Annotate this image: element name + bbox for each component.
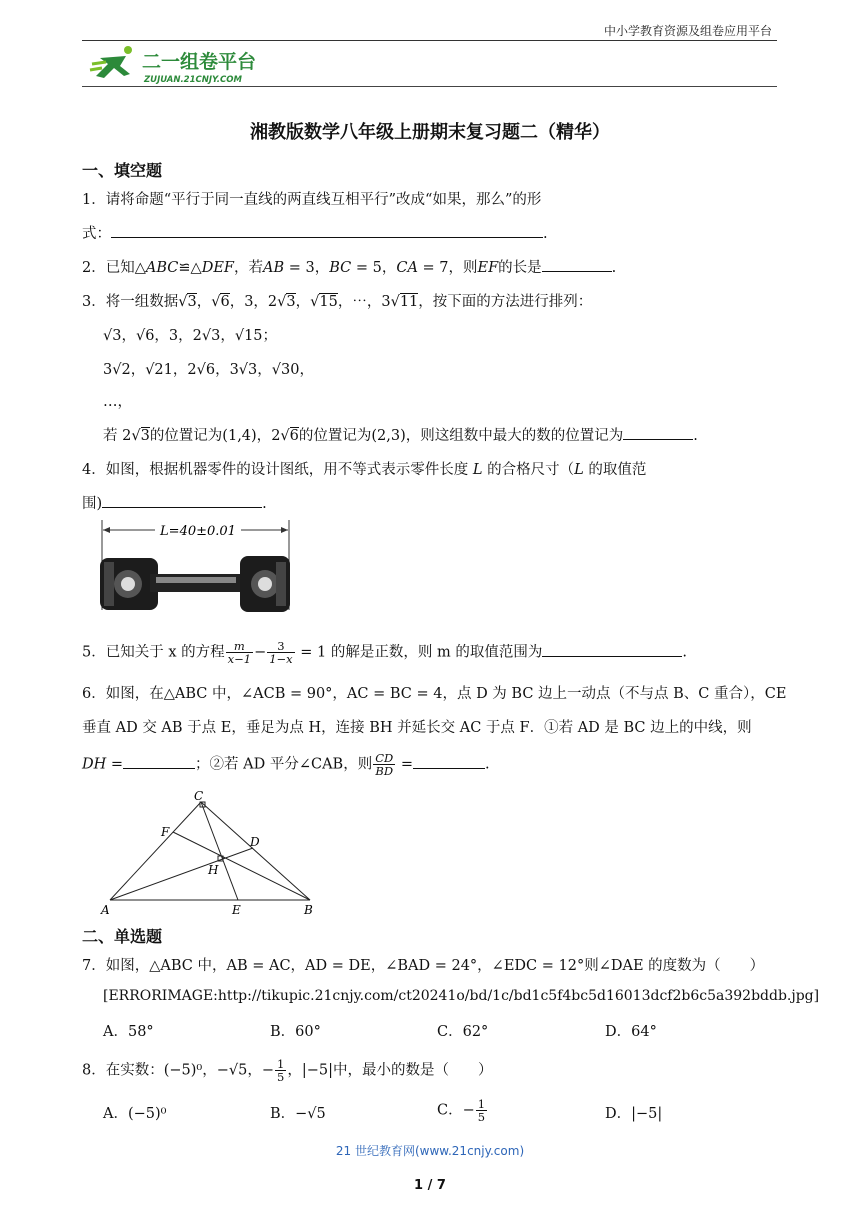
q2-t3: ，若 (233, 260, 263, 276)
q7-error-image: [ERRORIMAGE:http://tikupic.21cnjy.com/ct20241o/bd/1c/bd1c5f4bc5d16013dcf2b6c5a392bddb.jpg] (103, 988, 820, 1004)
logo-cn: 二一组卷平台 (142, 51, 257, 73)
q8-t2: ，|−5|中，最小的数是（ ） (287, 1062, 493, 1079)
q8-optc-text: C．− (437, 1102, 475, 1119)
q6-line1: 6．如图，在△ABC 中，∠ACB = 90°，AC = BC = 4，点 D 为 BC 边上一动点（不与点 B、C 重合），CE (82, 686, 787, 702)
q7-option-d[interactable]: D．64° (605, 1024, 657, 1040)
q8-option-a[interactable]: A．(−5)⁰ (103, 1106, 167, 1122)
q2-abc: ABC (145, 260, 179, 276)
document-title: 湘教版数学八年级上册期末复习题二（精华） (250, 122, 610, 143)
q5-line (82, 640, 687, 665)
q6-end: . (485, 756, 490, 773)
q5-end: . (682, 644, 687, 661)
q5-frac2: $\frac{3}{1-x}$ (269, 639, 293, 666)
q2-line (82, 256, 616, 277)
q6-t3: = (396, 756, 414, 773)
label-C: C (194, 789, 204, 803)
q3-t1: 3．将一组数据 (82, 294, 179, 310)
header-bottom-rule (82, 86, 777, 87)
q4-part-figure (100, 520, 292, 622)
q2-def: DEF (201, 260, 234, 276)
logo (86, 44, 276, 86)
label-A: A (101, 903, 110, 917)
q3-t3: 若 (103, 428, 118, 444)
q6-triangle-figure (98, 788, 324, 918)
q4-L: L (472, 462, 483, 478)
q5-frac1: $\frac{m}{x-1}$ (227, 639, 252, 666)
q2-t7: 的长是 (498, 260, 542, 276)
q2-bc: BC (329, 260, 352, 276)
q4-t2: 的合格尺寸（ (487, 462, 575, 478)
q8-line1 (82, 1058, 492, 1083)
q2-ab: AB (262, 260, 285, 276)
q8-optc-frac: $\frac{1}{5}$ (477, 1097, 486, 1124)
q2-t2: ≌△ (178, 260, 202, 276)
q6-blank1[interactable] (123, 754, 195, 769)
q5-t2: = 1 的解是正数，则 m 的取值范围为 (295, 644, 543, 661)
q7-line1: 7．如图，△ABC 中，AB = AC，AD = DE，∠BAD = 24°，∠EDC = 12°则∠DAE 的度数为（ ） (82, 958, 765, 974)
q4-end: . (262, 496, 267, 512)
q2-t6: = 7，则 (417, 260, 478, 276)
q2-ca: CA (396, 260, 418, 276)
q3-answer-blank[interactable] (623, 425, 693, 440)
q7-option-c[interactable]: C．62° (437, 1024, 489, 1040)
q3-row1: √3，√6，3，2√3，√15； (103, 328, 278, 344)
q4-t3: 的取值范 (588, 462, 647, 478)
q2-answer-blank[interactable] (542, 257, 612, 272)
q7-option-b[interactable]: B．60° (270, 1024, 321, 1040)
q8-option-c[interactable] (437, 1098, 488, 1123)
label-E: E (232, 903, 241, 917)
q3-line1: 3．将一组数据√3，√6，3，2√3，√15，⋯，3√11，按下面的方法进行排列： (82, 294, 593, 310)
runner-icon (86, 44, 276, 86)
q8-option-b[interactable]: B．−√5 (270, 1106, 326, 1122)
q2-t1: 2．已知△ (82, 260, 146, 276)
q8-option-d[interactable]: D．|−5| (605, 1106, 663, 1122)
q4-answer-blank[interactable] (102, 493, 262, 508)
label-H: H (208, 863, 219, 877)
label-D: D (250, 835, 260, 849)
q8-frac: $\frac{1}{5}$ (277, 1057, 285, 1084)
q6-t1: DH = (82, 756, 124, 773)
q2-t5: = 5， (351, 260, 397, 276)
q6-blank2[interactable] (413, 754, 485, 769)
q3-row3: …， (103, 394, 132, 410)
q6-t2: ；②若 AD 平分∠CAB，则 (195, 756, 373, 773)
q5-t1: 5．已知关于 x 的方程 (82, 644, 225, 661)
q4-line1 (82, 458, 646, 479)
q1-line1: 1．请将命题“平行于同一直线的两直线互相平行”改成“如果，那么”的形 (82, 192, 542, 208)
q4-t4: 围) (82, 496, 103, 512)
q2-t4: = 3， (284, 260, 330, 276)
q5-minus: − (254, 644, 267, 661)
q3-last: 若 2√3的位置记为(1,4)，2√6的位置记为(2,3)，则这组数中最大的数的位置记为 . (103, 424, 698, 445)
q4-line2 (82, 492, 267, 513)
footer-link[interactable]: 21 世纪教育网(www.21cnjy.com) (335, 1144, 525, 1158)
q8-t1: 8．在实数：(−5)⁰，−√5，− (82, 1062, 274, 1079)
q1-line2 (82, 222, 548, 243)
q6-line3 (82, 752, 490, 777)
section-single-choice: 二、单选题 (82, 927, 163, 946)
q7-option-a[interactable]: A．58° (103, 1024, 154, 1040)
q3-t2: ，按下面的方法进行排列： (418, 294, 593, 310)
q1-prefix: 式： (82, 226, 111, 242)
q4-fig-label: L=40±0.01 (160, 524, 236, 539)
header-top-rule (82, 40, 777, 41)
site-name: 中小学教育资源及组卷应用平台 (603, 24, 772, 38)
q6-frac: $\frac{CD}{BD}$ (375, 751, 394, 778)
q4-L2: L (574, 462, 584, 478)
q1-end: . (543, 226, 548, 242)
q3-row2: 3√2，√21，2√6，3√3，√30， (103, 362, 314, 378)
section-fill-in: 一、填空题 (82, 161, 163, 180)
q3-t4: 的位置记为(1,4)， (149, 428, 272, 444)
q4-t1: 4．如图，根据机器零件的设计图纸，用不等式表示零件长度 (82, 462, 469, 478)
label-F: F (161, 825, 170, 839)
q2-ef: EF (477, 260, 499, 276)
q2-end: . (611, 260, 617, 276)
q3-end: . (693, 428, 698, 444)
page-number: 1 / 7 (414, 1178, 446, 1193)
label-B: B (304, 903, 313, 917)
q1-answer-blank[interactable] (111, 223, 543, 238)
logo-en: ZUJUAN.21CNJY.COM (144, 75, 242, 85)
q5-answer-blank[interactable] (542, 642, 682, 657)
q6-line2: 垂直 AD 交 AB 于点 E，垂足为点 H，连接 BH 并延长交 AC 于点 F．①若 AD 是 BC 边上的中线，则 (82, 720, 752, 736)
q3-t5: 的位置记为(2,3)，则这组数中最大的数的位置记为 (298, 428, 624, 444)
